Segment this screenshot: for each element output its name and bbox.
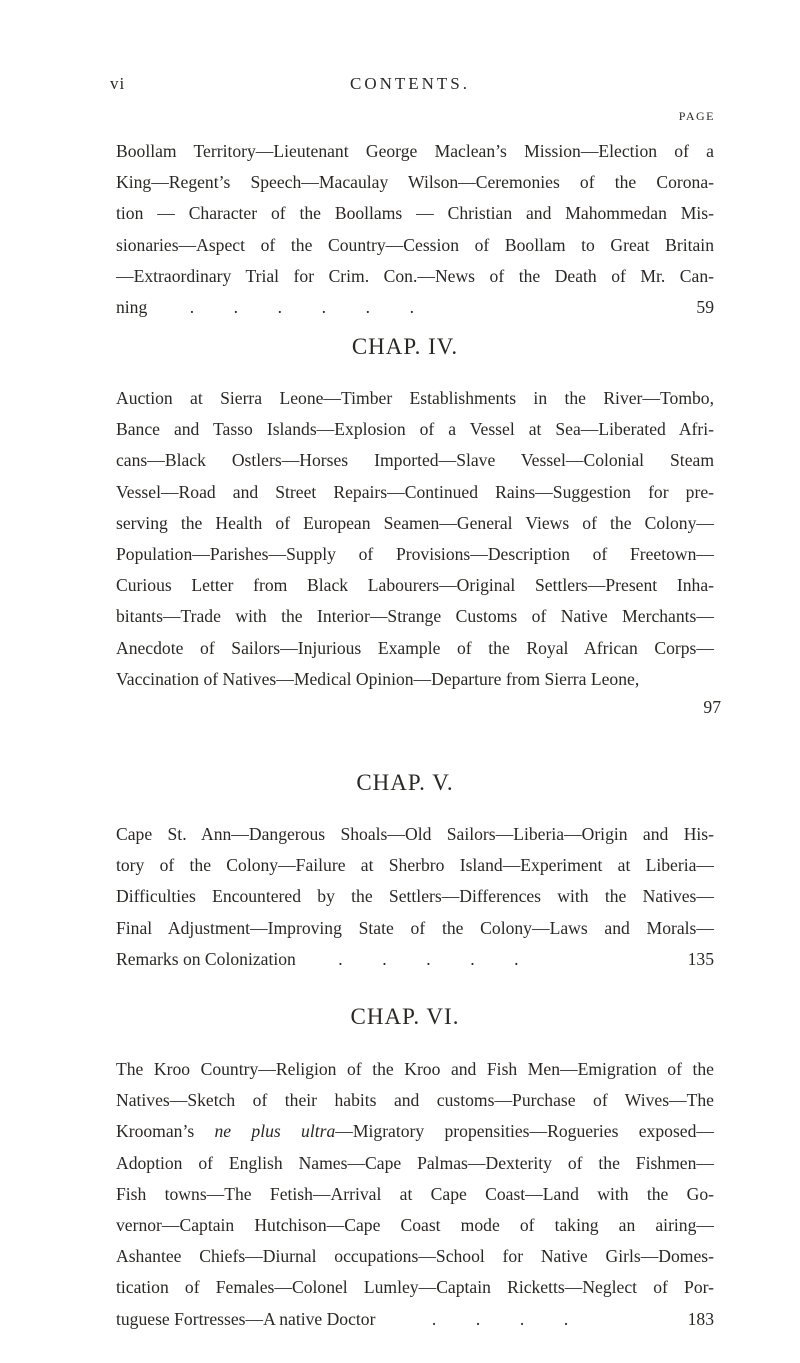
italic-phrase: ne plus ultra — [214, 1121, 336, 1142]
chapter-heading-iv: CHAP. IV. — [351, 334, 459, 359]
entry-line: Final Adjustment—Improving State of the Colony—Laws and Morals— — [116, 917, 714, 938]
entry-line: Fish towns—The Fetish—Arrival at Cape Coast—Land with the Go- — [116, 1183, 714, 1204]
entry-line: Ashantee Chiefs—Diurnal occupations—School for Native Girls—Domes- — [116, 1246, 714, 1267]
page-title: CONTENTS. — [349, 74, 471, 93]
entry-line-text: Remarks on Colonization — [116, 948, 296, 969]
entry-line: Anecdote of Sailors—Injurious Example of the Royal African Corps— — [116, 637, 714, 658]
entry-line: The Kroo Country—Religion of the Kroo and Fish Men—Emigration of the — [116, 1059, 714, 1079]
entry-line: Krooman’s ne plus ultra—Migratory propensities—Rogueries exposed— — [116, 1121, 714, 1142]
entry-line: vernor—Captain Hutchison—Cape Coast mode of taking an airing— — [116, 1214, 714, 1235]
entry-last-line — [116, 292, 714, 323]
entry-line: Population—Parishes—Supply of Provisions—Description of Freetown— — [116, 543, 714, 564]
entry-last-line — [116, 664, 714, 695]
entry-line: bitants—Trade with the Interior—Strange Customs of Native Merchants— — [116, 606, 714, 627]
entry-line: tion — Character of the Boollams — Christian and Mahommedan Mis- — [116, 203, 714, 224]
entry-line-text: tuguese Fortresses—A native Doctor — [116, 1308, 376, 1329]
entry-line: Auction at Sierra Leone—Timber Establishments in the River—Tombo, — [116, 388, 714, 408]
entry-line: sionaries—Aspect of the Country—Cession of Boollam to Great Britain — [116, 234, 714, 255]
dot-leader: . . . . . . — [189, 296, 415, 317]
entry-last-line — [116, 944, 714, 975]
contents-entry-chapter-6 — [116, 1054, 714, 1335]
contents-entry-chapter-3 — [116, 136, 714, 323]
entry-page-number: 59 — [696, 296, 714, 317]
entry-page-number: 135 — [687, 948, 714, 969]
dot-leader: . . . . . — [338, 948, 519, 969]
entry-page-number: 183 — [687, 1308, 714, 1329]
entry-last-line — [116, 1304, 714, 1335]
entry-line: Natives—Sketch of their habits and customs—Purchase of Wives—The — [116, 1090, 714, 1111]
chapter-heading-v: CHAP. V. — [356, 770, 454, 795]
entry-line: Vessel—Road and Street Repairs—Continued Rains—Suggestion for pre- — [116, 481, 714, 502]
entry-line: Adoption of English Names—Cape Palmas—Dexterity of the Fishmen— — [116, 1152, 714, 1173]
entry-line: Curious Letter from Black Labourers—Original Settlers—Present Inha- — [116, 575, 714, 596]
page-column-label: PAGE — [678, 109, 715, 123]
entry-line: cans—Black Ostlers—Horses Imported—Slave Vessel—Colonial Steam — [116, 450, 714, 471]
contents-entry-chapter-5 — [116, 819, 714, 975]
page-numeral: vi — [110, 74, 126, 93]
dot-leader: . . . . — [431, 1308, 569, 1329]
entry-line: Bance and Tasso Islands—Explosion of a Vessel at Sea—Liberated Afri- — [116, 419, 714, 440]
entry-line-text: ning — [116, 296, 148, 317]
chapter-heading-vi: CHAP. VI. — [350, 1004, 460, 1029]
entry-line: tory of the Colony—Failure at Sherbro Island—Experiment at Liberia— — [116, 855, 714, 876]
entry-line: serving the Health of European Seamen—General Views of the Colony— — [116, 512, 714, 533]
contents-entry-chapter-4 — [116, 383, 714, 695]
entry-line-text: Vaccination of Natives—Medical Opinion—Departure from Sierra Leone, — [116, 668, 640, 689]
entry-page-number: 97 — [703, 697, 721, 717]
entry-line: Boollam Territory—Lieutenant George Maclean’s Mission—Election of a — [116, 141, 714, 161]
entry-line: Cape St. Ann—Dangerous Shoals—Old Sailors—Liberia—Origin and His- — [116, 824, 714, 844]
entry-line: tication of Females—Colonel Lumley—Captain Ricketts—Neglect of Por- — [116, 1277, 714, 1298]
entry-line: —Extraordinary Trial for Crim. Con.—News of the Death of Mr. Can- — [116, 265, 714, 286]
entry-line: Difficulties Encountered by the Settlers—Differences with the Natives— — [116, 886, 714, 907]
entry-line: King—Regent’s Speech—Macaulay Wilson—Ceremonies of the Corona- — [116, 172, 714, 193]
